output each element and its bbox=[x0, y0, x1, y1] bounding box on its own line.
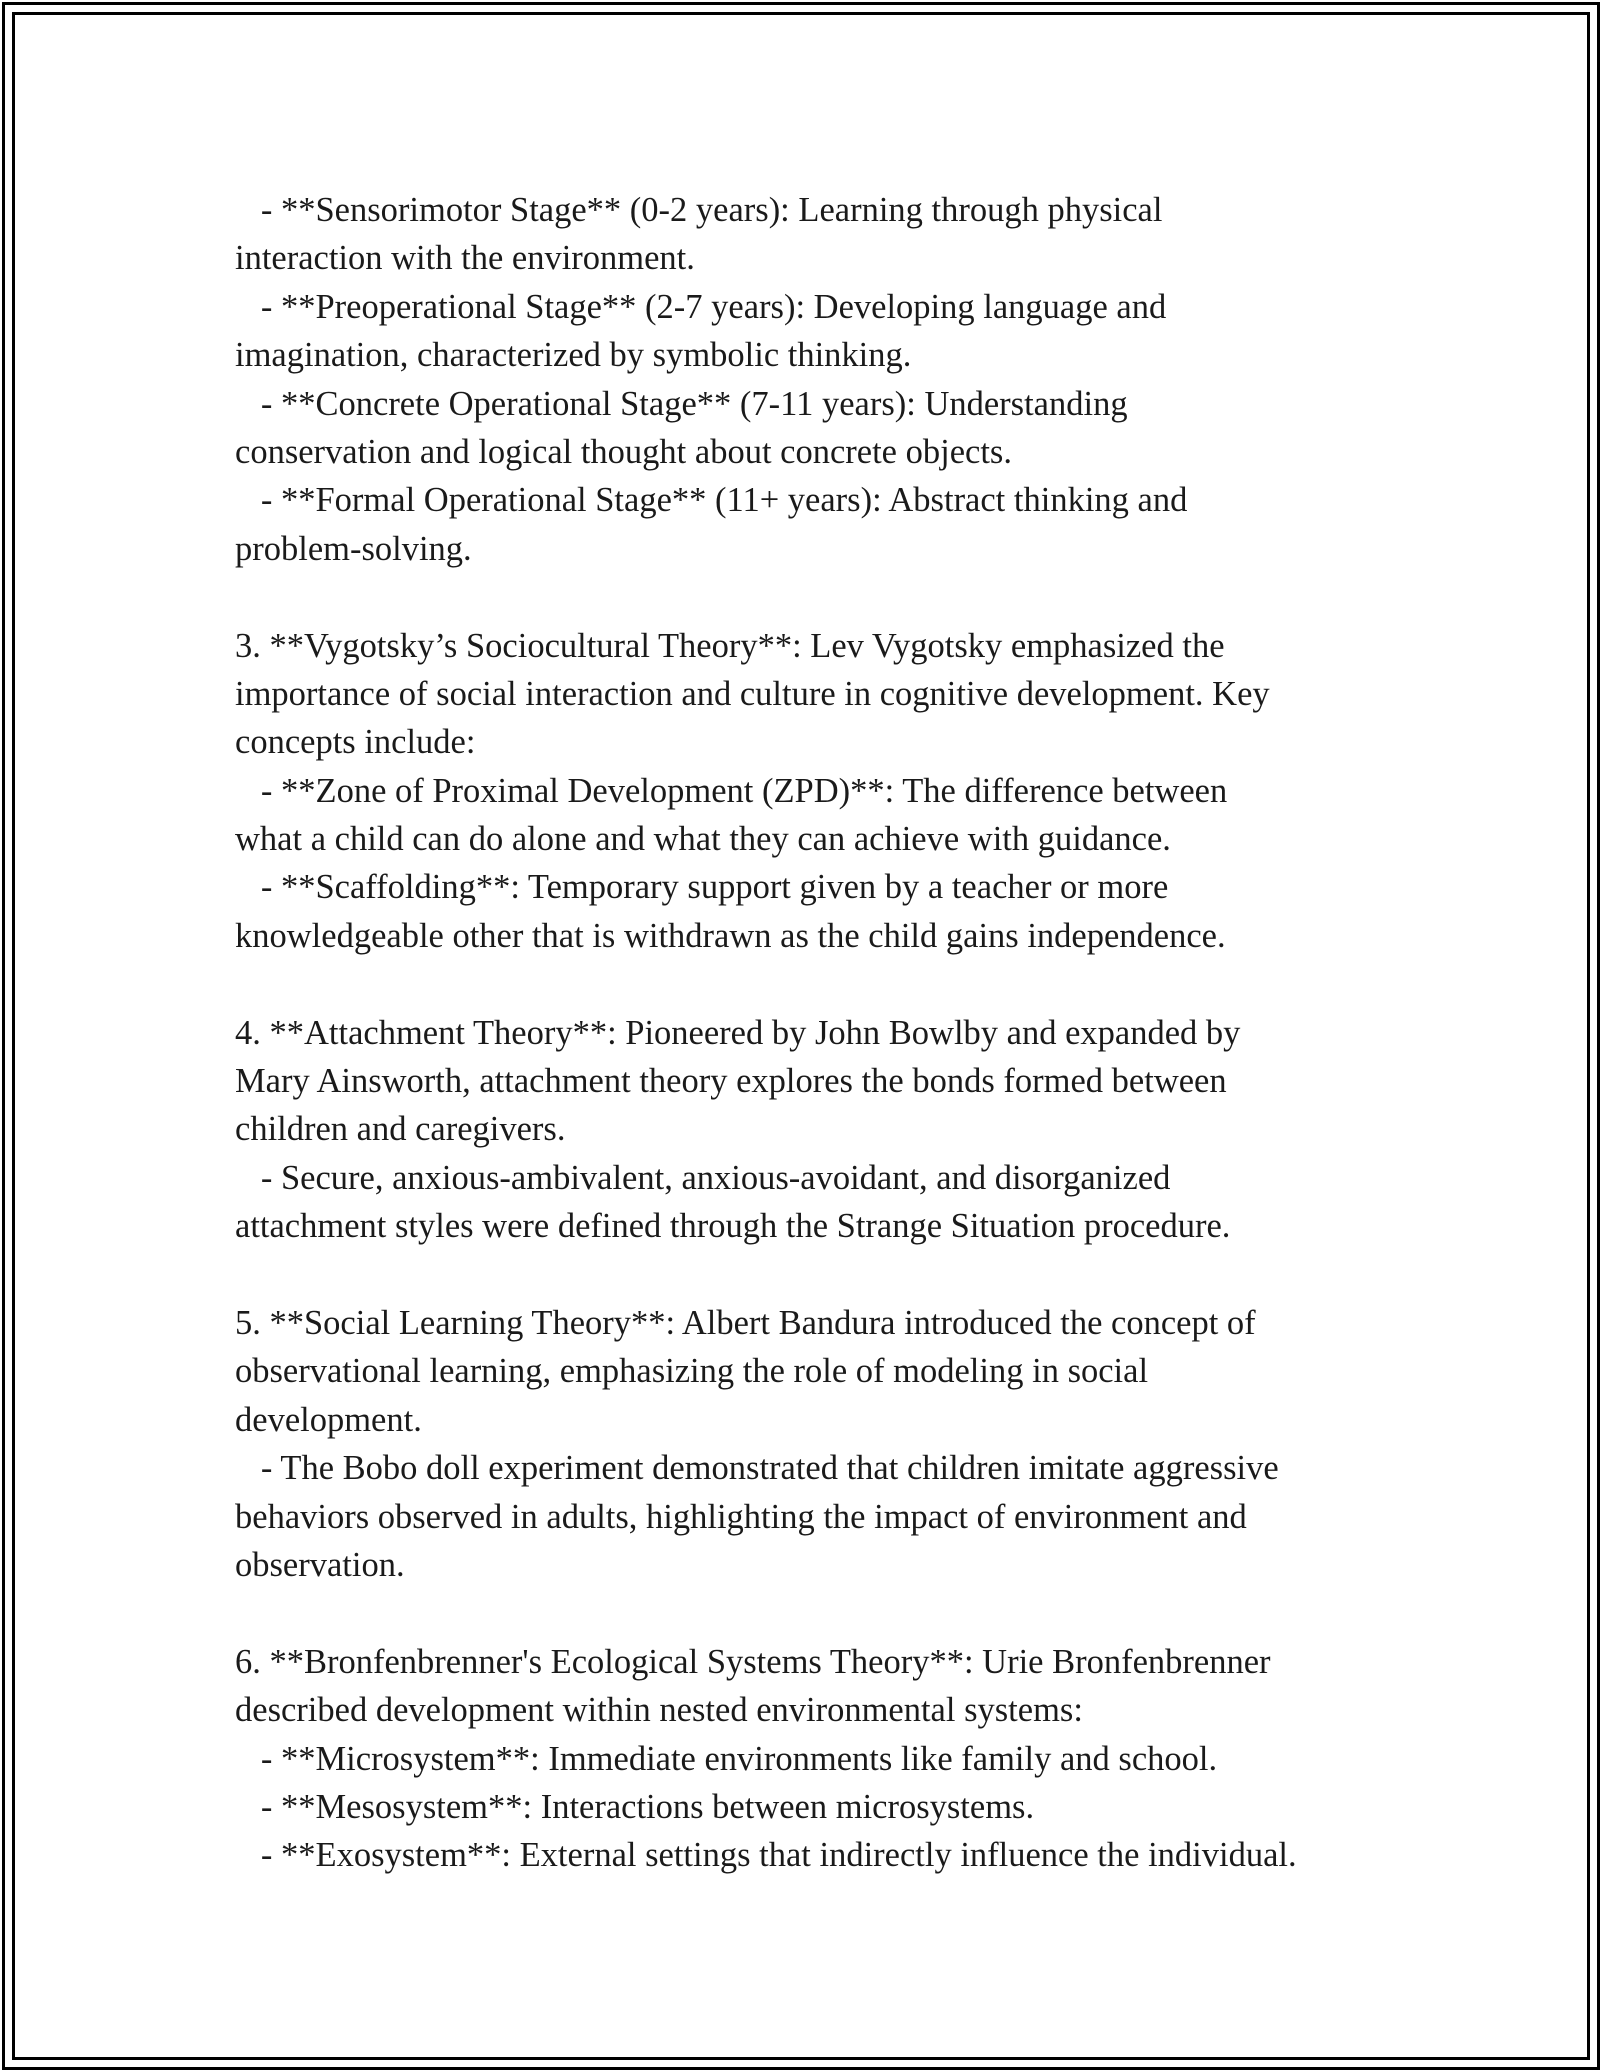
text-line: behaviors observed in adults, highlighting the impact of environment and bbox=[235, 1497, 1247, 1536]
text-line: - **Sensorimotor Stage** (0-2 years): Learning through physical bbox=[235, 191, 1163, 229]
text-line: - **Zone of Proximal Development (ZPD)**: The difference between bbox=[235, 771, 1228, 810]
paragraph-spacer bbox=[235, 1589, 1415, 1637]
text-line: development. bbox=[235, 1400, 422, 1439]
text-line: attachment styles were defined through the Strange Situation procedure. bbox=[235, 1207, 1231, 1246]
text-line: - **Preoperational Stage** (2-7 years): Developing language and bbox=[235, 287, 1167, 326]
text-line: concepts include: bbox=[235, 723, 476, 762]
text-line: observation. bbox=[235, 1545, 405, 1584]
bronfenbrenner-block bbox=[235, 1638, 1415, 1880]
text-line: - The Bobo doll experiment demonstrated that children imitate aggressive bbox=[235, 1449, 1279, 1488]
text-line: 6. **Bronfenbrenner's Ecological Systems Theory**: Urie Bronfenbrenner bbox=[235, 1642, 1271, 1681]
text-line: conservation and logical thought about concrete objects. bbox=[235, 432, 1012, 471]
text-line: described development within nested environmental systems: bbox=[235, 1691, 1083, 1730]
text-line: 5. **Social Learning Theory**: Albert Bandura introduced the concept of bbox=[235, 1303, 1256, 1342]
text-line: children and caregivers. bbox=[235, 1110, 566, 1149]
text-line: - **Microsystem**: Immediate environments like family and school. bbox=[235, 1739, 1218, 1778]
text-line: knowledgeable other that is withdrawn as the child gains independence. bbox=[235, 916, 1226, 955]
piaget-stages-block bbox=[235, 186, 1415, 573]
social-learning-block bbox=[235, 1299, 1415, 1589]
text-line: - **Scaffolding**: Temporary support given by a teacher or more bbox=[235, 868, 1169, 907]
text-line: - **Mesosystem**: Interactions between microsystems. bbox=[235, 1787, 1035, 1826]
paragraph-spacer bbox=[235, 573, 1415, 621]
text-line: observational learning, emphasizing the role of modeling in social bbox=[235, 1352, 1149, 1391]
text-line: Mary Ainsworth, attachment theory explores the bonds formed between bbox=[235, 1062, 1227, 1101]
text-line: - **Formal Operational Stage** (11+ years): Abstract thinking and bbox=[235, 481, 1188, 520]
vygotsky-block bbox=[235, 622, 1415, 961]
text-line: - **Concrete Operational Stage** (7-11 years): Understanding bbox=[235, 384, 1128, 423]
text-line: imagination, characterized by symbolic thinking. bbox=[235, 336, 912, 375]
paragraph-spacer bbox=[235, 1251, 1415, 1299]
text-line: problem-solving. bbox=[235, 529, 472, 568]
document-body bbox=[235, 186, 1415, 1880]
paragraph-spacer bbox=[235, 960, 1415, 1008]
text-line: what a child can do alone and what they can achieve with guidance. bbox=[235, 820, 1171, 859]
text-line: 4. **Attachment Theory**: Pioneered by John Bowlby and expanded by bbox=[235, 1013, 1241, 1052]
text-line: - **Exosystem**: External settings that indirectly influence the individual. bbox=[235, 1836, 1297, 1875]
text-line: interaction with the environment. bbox=[235, 239, 695, 278]
text-line: importance of social interaction and culture in cognitive development. Key bbox=[235, 674, 1270, 713]
text-line: - Secure, anxious-ambivalent, anxious-avoidant, and disorganized bbox=[235, 1158, 1171, 1197]
text-line: 3. **Vygotsky’s Sociocultural Theory**: Lev Vygotsky emphasized the bbox=[235, 626, 1225, 665]
attachment-block bbox=[235, 1009, 1415, 1251]
